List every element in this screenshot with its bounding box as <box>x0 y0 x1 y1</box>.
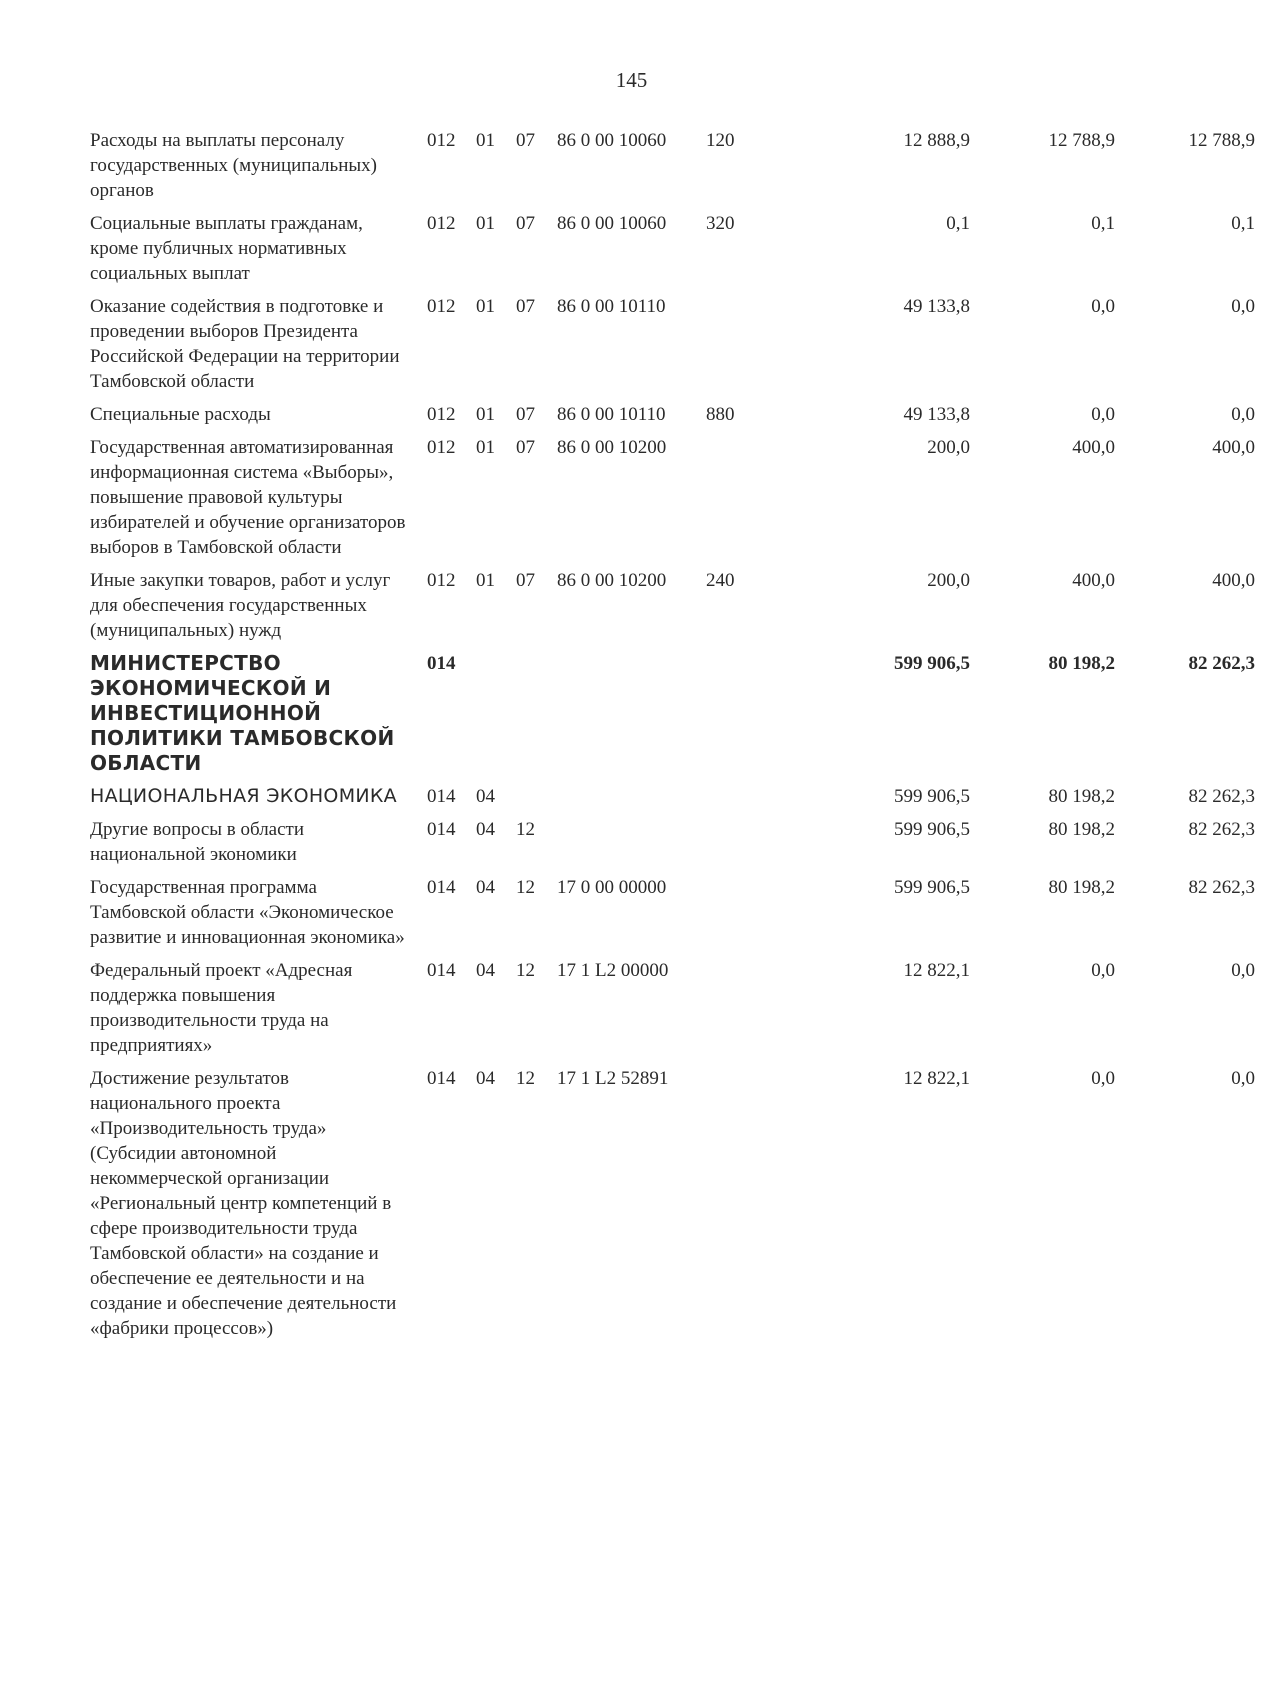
subsection-code: 12 <box>516 1068 535 1089</box>
section-code: 01 <box>476 296 495 317</box>
table-row <box>90 817 1255 867</box>
amount-year-1: 12 822,1 <box>903 1068 970 1089</box>
amount-year-3: 0,0 <box>1231 960 1255 981</box>
amount-year-1: 599 906,5 <box>894 877 970 898</box>
row-name: Расходы на выплаты персоналу государственных (муниципальных) органов <box>90 130 377 201</box>
amount-year-2: 12 788,9 <box>1048 130 1115 151</box>
amount-year-2: 0,0 <box>1091 1068 1115 1089</box>
department-code: 014 <box>427 819 456 840</box>
target-item-code: 86 0 00 10200 <box>557 570 667 591</box>
row-name: Федеральный проект «Адресная поддержка повышения производительности труда на предприятиях» <box>90 960 353 1056</box>
amount-year-1: 200,0 <box>927 437 970 458</box>
amount-year-3: 400,0 <box>1212 570 1255 591</box>
amount-year-1: 200,0 <box>927 570 970 591</box>
row-name: Иные закупки товаров, работ и услуг для обеспечения государственных (муниципальных) нужд <box>90 570 391 641</box>
row-name: МИНИСТЕРСТВО ЭКОНОМИЧЕСКОЙ И ИНВЕСТИЦИОННОЙ ПОЛИТИКИ ТАМБОВСКОЙ ОБЛАСТИ <box>90 651 395 775</box>
department-code: 012 <box>427 213 456 234</box>
table-row <box>90 1066 1255 1341</box>
table-row <box>90 402 1255 427</box>
section-code: 04 <box>476 877 495 898</box>
expense-type-code: 240 <box>706 570 735 591</box>
row-name: Социальные выплаты гражданам, кроме публичных нормативных социальных выплат <box>90 213 363 284</box>
target-item-code: 17 1 L2 52891 <box>557 1068 669 1089</box>
subsection-code: 07 <box>516 570 535 591</box>
department-code: 012 <box>427 570 456 591</box>
table-row <box>90 958 1255 1058</box>
amount-year-2: 80 198,2 <box>1048 653 1115 674</box>
department-code: 014 <box>427 653 456 674</box>
amount-year-3: 0,0 <box>1231 1068 1255 1089</box>
section-code: 01 <box>476 437 495 458</box>
amount-year-1: 49 133,8 <box>903 296 970 317</box>
table-row <box>90 875 1255 950</box>
row-name: НАЦИОНАЛЬНАЯ ЭКОНОМИКА <box>90 785 397 807</box>
row-name: Государственная автоматизированная информационная система «Выборы», повышение правовой культуры избирателей и обучение организаторов выборов в Тамбовской области <box>90 437 406 558</box>
department-code: 012 <box>427 404 456 425</box>
amount-year-3: 82 262,3 <box>1188 877 1255 898</box>
table-row <box>90 568 1255 643</box>
amount-year-1: 599 906,5 <box>894 653 970 674</box>
row-name: Достижение результатов национального проекта «Производительность труда» (Субсидии автономной некоммерческой организации «Региональный центр компетенций в сфере производительности труда Тамбовской области» на создание и обеспечение ее деятельности и на создание и обеспечение деятельности «фабрики процессов») <box>90 1068 397 1339</box>
department-code: 012 <box>427 130 456 151</box>
amount-year-2: 0,1 <box>1091 213 1115 234</box>
table-row <box>90 651 1255 776</box>
section-code: 04 <box>476 1068 495 1089</box>
row-name: Оказание содействия в подготовке и проведении выборов Президента Российской Федерации на территории Тамбовской области <box>90 296 400 392</box>
section-code: 01 <box>476 130 495 151</box>
table-row <box>90 784 1255 809</box>
expense-type-code: 120 <box>706 130 735 151</box>
section-code: 01 <box>476 570 495 591</box>
section-code: 04 <box>476 786 495 807</box>
amount-year-1: 12 822,1 <box>903 960 970 981</box>
target-item-code: 17 0 00 00000 <box>557 877 667 898</box>
table-row <box>90 128 1255 203</box>
expense-type-code: 880 <box>706 404 735 425</box>
section-code: 04 <box>476 819 495 840</box>
target-item-code: 86 0 00 10200 <box>557 437 667 458</box>
department-code: 014 <box>427 786 456 807</box>
table-row <box>90 211 1255 286</box>
subsection-code: 12 <box>516 960 535 981</box>
target-item-code: 17 1 L2 00000 <box>557 960 669 981</box>
subsection-code: 12 <box>516 819 535 840</box>
amount-year-1: 12 888,9 <box>903 130 970 151</box>
section-code: 01 <box>476 404 495 425</box>
table-row <box>90 294 1255 394</box>
amount-year-2: 80 198,2 <box>1048 819 1115 840</box>
expense-type-code: 320 <box>706 213 735 234</box>
department-code: 014 <box>427 960 456 981</box>
amount-year-2: 80 198,2 <box>1048 877 1115 898</box>
target-item-code: 86 0 00 10110 <box>557 404 666 425</box>
subsection-code: 07 <box>516 437 535 458</box>
amount-year-3: 400,0 <box>1212 437 1255 458</box>
amount-year-3: 0,1 <box>1231 213 1255 234</box>
amount-year-3: 0,0 <box>1231 404 1255 425</box>
subsection-code: 07 <box>516 130 535 151</box>
amount-year-1: 0,1 <box>946 213 970 234</box>
amount-year-1: 599 906,5 <box>894 819 970 840</box>
subsection-code: 07 <box>516 296 535 317</box>
target-item-code: 86 0 00 10060 <box>557 213 667 234</box>
department-code: 012 <box>427 437 456 458</box>
department-code: 014 <box>427 877 456 898</box>
row-name: Государственная программа Тамбовской области «Экономическое развитие и инновационная экономика» <box>90 877 405 948</box>
table-row <box>90 435 1255 560</box>
row-name: Специальные расходы <box>90 404 271 425</box>
amount-year-1: 49 133,8 <box>903 404 970 425</box>
target-item-code: 86 0 00 10110 <box>557 296 666 317</box>
section-code: 01 <box>476 213 495 234</box>
row-name: Другие вопросы в области национальной экономики <box>90 819 305 865</box>
budget-table <box>90 128 1255 1349</box>
page-number: 145 <box>615 68 648 92</box>
amount-year-2: 0,0 <box>1091 296 1115 317</box>
subsection-code: 07 <box>516 404 535 425</box>
department-code: 012 <box>427 296 456 317</box>
amount-year-3: 82 262,3 <box>1188 786 1255 807</box>
amount-year-3: 82 262,3 <box>1188 653 1255 674</box>
target-item-code: 86 0 00 10060 <box>557 130 667 151</box>
amount-year-2: 400,0 <box>1072 437 1115 458</box>
amount-year-2: 400,0 <box>1072 570 1115 591</box>
section-code: 04 <box>476 960 495 981</box>
amount-year-3: 0,0 <box>1231 296 1255 317</box>
amount-year-2: 0,0 <box>1091 960 1115 981</box>
subsection-code: 12 <box>516 877 535 898</box>
amount-year-3: 82 262,3 <box>1188 819 1255 840</box>
subsection-code: 07 <box>516 213 535 234</box>
amount-year-1: 599 906,5 <box>894 786 970 807</box>
amount-year-2: 80 198,2 <box>1048 786 1115 807</box>
amount-year-2: 0,0 <box>1091 404 1115 425</box>
department-code: 014 <box>427 1068 456 1089</box>
amount-year-3: 12 788,9 <box>1188 130 1255 151</box>
